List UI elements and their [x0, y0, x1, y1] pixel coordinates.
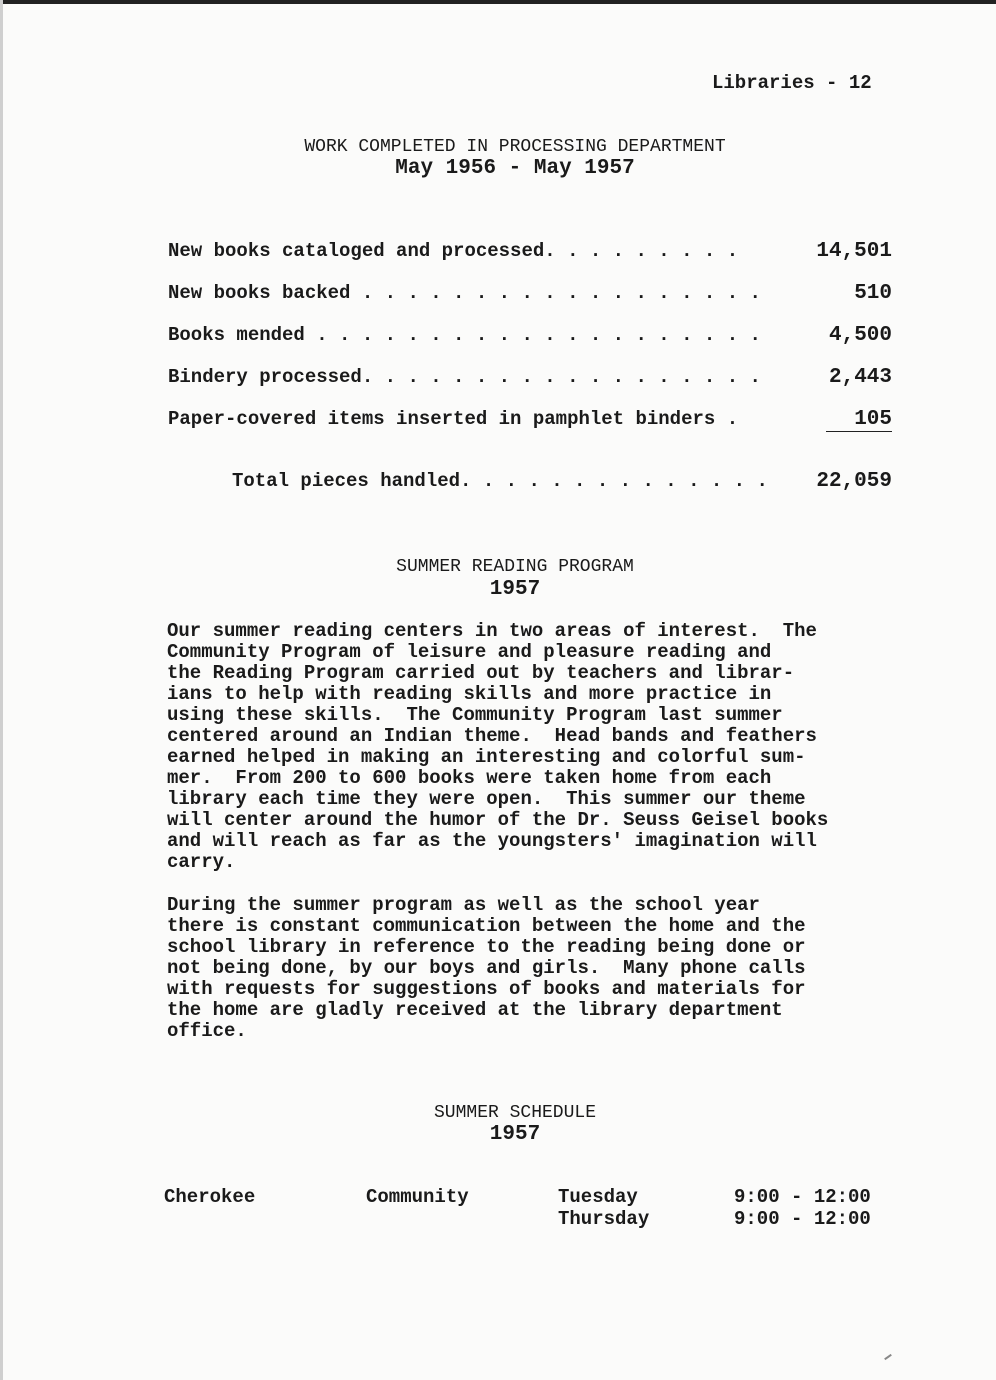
stat-label: New books backed . . . . . . . . . . . . . . . . . . — [168, 282, 761, 304]
paragraph-line: not being done, by our boys and girls. Many phone calls — [167, 957, 806, 979]
schedule-days — [558, 1186, 649, 1230]
schedule-day: Thursday — [558, 1208, 650, 1230]
paragraph-line: using these skills. The Community Program last summer — [167, 704, 783, 726]
paragraph-line: the Reading Program carried out by teachers and librar- — [167, 662, 795, 684]
schedule-school: Cherokee — [164, 1186, 256, 1208]
processing-title: WORK COMPLETED IN PROCESSING DEPARTMENT — [304, 137, 726, 157]
stat-row — [168, 282, 892, 324]
stat-label: Bindery processed. . . . . . . . . . . . . . . . . . — [168, 366, 761, 388]
stat-row — [168, 324, 892, 366]
schedule-time: 9:00 - 12:00 — [734, 1208, 871, 1230]
reading-program-title: SUMMER READING PROGRAM — [396, 557, 634, 577]
paragraph-line: will center around the humor of the Dr. Seuss Geisel books — [167, 809, 829, 831]
stat-label: New books cataloged and processed. . . . . . . . . — [168, 240, 739, 262]
stat-row — [168, 240, 892, 282]
paragraph-line: ians to help with reading skills and more practice in — [167, 683, 772, 705]
paragraph-line: the home are gladly received at the library department — [167, 999, 783, 1021]
stat-value: 4,500 — [828, 324, 892, 347]
paragraph-line: mer. From 200 to 600 books were taken home from each — [167, 767, 772, 789]
total-value: 22,059 — [816, 470, 892, 493]
page-number: Libraries - 12 — [712, 72, 872, 94]
paragraph-line: there is constant communication between the home and the — [167, 915, 806, 937]
paragraph-line: During the summer program as well as the school year — [167, 894, 760, 916]
stat-total-row — [168, 470, 892, 500]
paragraph-line: Our summer reading centers in two areas of interest. The — [167, 620, 817, 642]
stat-row — [168, 408, 892, 450]
reading-paragraph-1 — [167, 621, 907, 873]
pen-mark — [884, 1354, 892, 1360]
stat-label: Books mended . . . . . . . . . . . . . . . . . . . . — [168, 324, 761, 346]
total-label: Total pieces handled. . . . . . . . . . . . . . — [232, 470, 768, 492]
paragraph-line: centered around an Indian theme. Head bands and feathers — [167, 725, 817, 747]
schedule-year: 1957 — [489, 1123, 541, 1146]
scan-top-edge — [0, 0, 996, 4]
paragraph-line: office. — [167, 1020, 247, 1042]
schedule-times — [734, 1186, 871, 1230]
stat-label: Paper-covered items inserted in pamphlet binders . — [168, 408, 739, 430]
schedule-time: 9:00 - 12:00 — [734, 1186, 871, 1208]
schedule-day: Tuesday — [558, 1186, 638, 1208]
paragraph-line: Community Program of leisure and pleasure reading and — [167, 641, 772, 663]
paragraph-line: library each time they were open. This summer our theme — [167, 788, 806, 810]
stat-value: 2,443 — [828, 366, 892, 389]
stat-value: 510 — [854, 282, 892, 305]
processing-stats-table — [168, 240, 892, 500]
scan-left-edge — [0, 0, 3, 1380]
stat-row — [168, 366, 892, 408]
processing-period: May 1956 - May 1957 — [395, 157, 635, 180]
paragraph-line: and will reach as far as the youngsters' imagination will — [167, 830, 817, 852]
schedule-program: Community — [366, 1186, 469, 1208]
paragraph-line: school library in reference to the reading being done or — [167, 936, 806, 958]
reading-paragraph-2 — [167, 895, 907, 1042]
stat-value: 105 — [826, 408, 892, 432]
paragraph-line: with requests for suggestions of books and materials for — [167, 978, 806, 1000]
reading-program-year: 1957 — [489, 578, 541, 601]
paragraph-line: carry. — [167, 851, 236, 873]
stat-value: 14,501 — [816, 240, 892, 263]
schedule-title: SUMMER SCHEDULE — [433, 1103, 597, 1123]
paragraph-line: earned helped in making an interesting and colorful sum- — [167, 746, 806, 768]
